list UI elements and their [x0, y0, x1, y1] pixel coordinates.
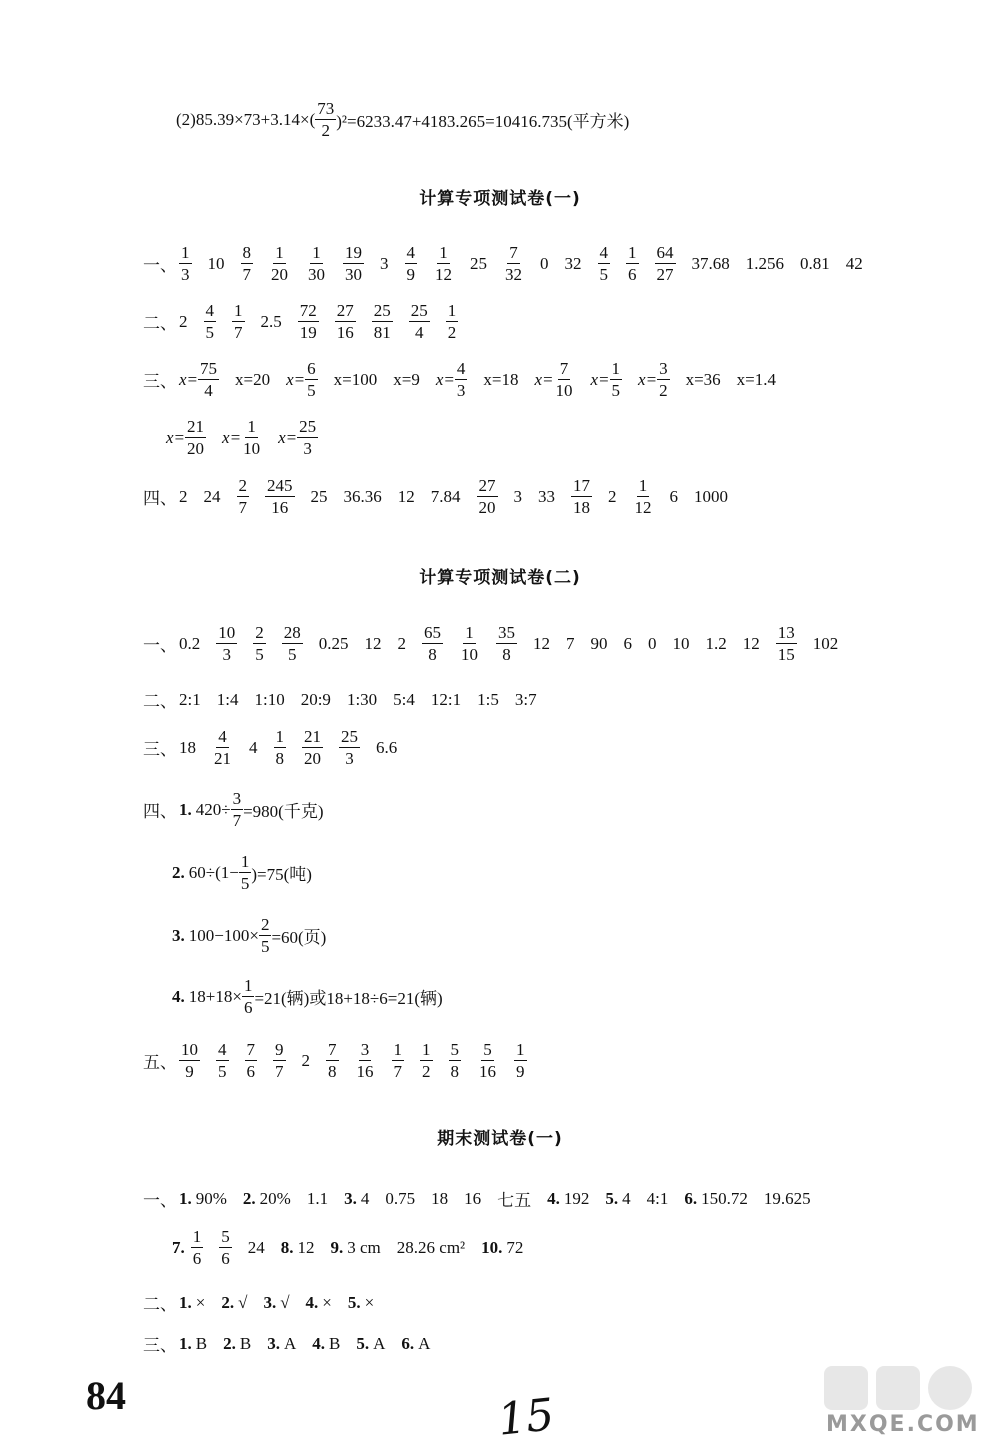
s2-q4: 4. 18+18× $\frac{1}{6}$ =21(辆)或18+18÷6=21(辆) — [172, 976, 443, 1017]
fraction-answer: $\frac{7}{6}$ — [246, 1040, 255, 1081]
answer: 32 — [564, 253, 582, 273]
answer: x=20 — [235, 369, 271, 389]
answer-prefix: x= — [590, 369, 610, 389]
answer: 1.2 — [705, 633, 727, 653]
fraction-answer: $\frac{1}{30}$ — [308, 243, 325, 284]
fraction-answer: $\frac{1}{10}$ — [461, 623, 478, 664]
row-label: 二、 — [143, 314, 177, 333]
fraction-answer: $\frac{4}{9}$ — [406, 243, 415, 284]
s2-q2: 2. 60÷(1− $\frac{1}{5}$ )=75(吨) — [172, 852, 312, 893]
fraction-answer: $\frac{72}{19}$ — [299, 301, 317, 342]
answer: 1:30 — [346, 689, 378, 709]
fraction-answer: $\frac{4}{5}$ — [599, 243, 608, 284]
answer: 24 — [203, 486, 221, 506]
answer: 7 — [566, 633, 575, 653]
s2-row2 — [143, 687, 553, 712]
row-label: 五、 — [143, 1053, 177, 1072]
answer: 18 — [179, 737, 196, 757]
top-formula — [176, 100, 629, 139]
answer: x=36 — [685, 369, 721, 389]
answer: x=18 — [483, 369, 519, 389]
answer-prefix: x= — [435, 369, 455, 389]
fraction-answer: $\frac{4}{5}$ — [218, 1040, 227, 1081]
answer-prefix: x= — [179, 369, 199, 389]
answer-prefix: x= — [222, 427, 242, 447]
answer: 33 — [538, 486, 555, 506]
s1-row2 — [143, 302, 474, 341]
fraction-answer: $\frac{1}{12}$ — [634, 476, 652, 517]
answer: 2 — [608, 486, 617, 506]
answer: 1:5 — [477, 689, 499, 709]
top-formula-prefix: (2)85.39×73+3.14×( — [176, 109, 316, 129]
fraction-answer: x= $\frac{3}{2}$ — [638, 359, 668, 400]
top-formula-fraction: $\frac{73}{2}$ — [317, 99, 335, 140]
fraction-answer: $\frac{2}{7}$ — [238, 476, 247, 517]
fraction-answer: $\frac{1}{12}$ — [435, 243, 452, 284]
fraction-answer: $\frac{17}{18}$ — [573, 476, 590, 517]
answer: 7.84 — [430, 486, 461, 506]
fraction-answer: $\frac{8}{7}$ — [242, 243, 251, 284]
fraction-answer: $\frac{27}{20}$ — [478, 476, 496, 517]
row-label: 四、 — [143, 489, 177, 508]
answer: 6 — [623, 633, 632, 653]
top-formula-suffix: )²=6233.47+4183.265=10416.735(平方米) — [336, 112, 630, 131]
answer: 3 — [513, 486, 522, 506]
answer: 2 — [397, 633, 406, 653]
answer-prefix: x= — [286, 369, 306, 389]
watermark-text: MXQE.COM — [826, 1412, 980, 1437]
answer-prefix: x= — [534, 369, 554, 389]
answer: 0.25 — [318, 633, 349, 653]
fraction-answer: $\frac{1}{20}$ — [271, 243, 288, 284]
answer: 12 — [533, 633, 550, 653]
section2-title: 计算专项测试卷(二) — [419, 568, 581, 588]
s3-row2: 二、 1. × 2. √ 3. √ 4. × 5. × — [143, 1292, 375, 1314]
fraction-answer: $\frac{1}{7}$ — [393, 1040, 402, 1081]
answer: 1000 — [694, 486, 728, 506]
fraction-answer: $\frac{7}{8}$ — [328, 1040, 337, 1081]
fraction-answer: $\frac{1}{3}$ — [181, 243, 190, 284]
answer: 6.6 — [376, 737, 398, 757]
answer: 10 — [672, 633, 690, 653]
answer: 0.2 — [179, 633, 201, 653]
row-label: 三、 — [143, 740, 177, 759]
fraction-answer: $\frac{245}{16}$ — [267, 476, 293, 517]
s2-row3 — [143, 728, 413, 767]
s1-row4 — [143, 477, 744, 516]
answer-prefix: x= — [166, 427, 186, 447]
row-label: 二、 — [143, 692, 177, 711]
s2-row5 — [143, 1041, 543, 1080]
answer: 0 — [648, 633, 657, 653]
fraction-answer: x= $\frac{1}{10}$ — [222, 417, 261, 458]
fraction-answer: x= $\frac{21}{20}$ — [166, 417, 205, 458]
answer: 102 — [812, 633, 839, 653]
answer: 2 — [179, 486, 188, 506]
answer: 36.36 — [343, 486, 382, 506]
fraction-answer: $\frac{64}{27}$ — [656, 243, 674, 284]
s3-row1b: 7. $\frac{1}{6}$ $\frac{5}{6}$ 24 8. 12 9. 3 cm 28.26 cm² 10. 72 — [172, 1227, 524, 1268]
answer: 0 — [540, 253, 549, 273]
answer-prefix: x= — [278, 427, 298, 447]
fraction-answer: $\frac{28}{5}$ — [283, 623, 301, 664]
answer: 2.5 — [260, 311, 282, 331]
answer: 12 — [742, 633, 760, 653]
answer: 20:9 — [300, 689, 331, 709]
s1-row3b — [166, 418, 334, 457]
fraction-answer: x= $\frac{1}{5}$ — [590, 359, 621, 400]
fraction-answer: x= $\frac{25}{3}$ — [278, 417, 317, 458]
fraction-answer: $\frac{4}{21}$ — [214, 727, 231, 768]
fraction-answer: $\frac{19}{30}$ — [345, 243, 362, 284]
answer: 10 — [207, 253, 225, 273]
answer: 3 — [380, 253, 389, 273]
answer: 5:4 — [393, 689, 415, 709]
s2-q1: 四、 1. 420÷ $\frac{3}{7}$ =980(千克) — [143, 789, 324, 830]
s3-row1: 一、 1. 90% 2. 20% 1.1 3. 4 0.75 18 16 七五 4. 192 5. 4 4:1 6. 150.72 19.625 — [143, 1188, 811, 1210]
answer: 25 — [310, 486, 328, 506]
row-label: 三、 — [143, 372, 177, 391]
answer: 2 — [179, 311, 188, 331]
answer: 42 — [845, 253, 863, 273]
answer: 0.81 — [800, 253, 830, 273]
s3-row3: 三、 1. B 2. B 3. A 4. B 5. A 6. A — [143, 1333, 431, 1355]
fraction-answer: $\frac{25}{3}$ — [341, 727, 358, 768]
fraction-answer: $\frac{2}{5}$ — [255, 623, 264, 664]
fraction-answer: $\frac{5}{16}$ — [479, 1040, 496, 1081]
fraction-answer: $\frac{10}{9}$ — [181, 1040, 198, 1081]
s1-row1 — [143, 244, 879, 283]
answer: 12 — [397, 486, 415, 506]
answer: 4 — [249, 737, 258, 757]
fraction-answer: $\frac{1}{2}$ — [422, 1040, 431, 1081]
fraction-answer: $\frac{13}{15}$ — [777, 623, 795, 664]
fraction-answer: $\frac{1}{7}$ — [234, 301, 243, 342]
fraction-answer: $\frac{3}{16}$ — [356, 1040, 374, 1081]
fraction-answer: $\frac{10}{3}$ — [218, 623, 236, 664]
fraction-answer: $\frac{65}{8}$ — [424, 623, 441, 664]
answer: 37.68 — [691, 253, 730, 273]
fraction-answer: $\frac{21}{20}$ — [304, 727, 321, 768]
answer: 2 — [301, 1050, 310, 1070]
fraction-answer: $\frac{35}{8}$ — [498, 623, 515, 664]
answer: 3:7 — [514, 689, 537, 709]
fraction-answer: x= $\frac{7}{10}$ — [534, 359, 573, 400]
answer-prefix: x= — [638, 369, 658, 389]
answer: 25 — [470, 253, 487, 273]
answer: 12:1 — [430, 689, 462, 709]
answer: 6 — [669, 486, 678, 506]
answer: 1:10 — [254, 689, 285, 709]
fraction-answer: $\frac{1}{2}$ — [447, 301, 457, 342]
fraction-answer: x= $\frac{4}{3}$ — [435, 359, 466, 400]
answer: x=9 — [393, 369, 420, 389]
fraction-answer: $\frac{27}{16}$ — [336, 301, 354, 342]
row-label: 一、 — [143, 256, 177, 275]
fraction-answer: x= $\frac{75}{4}$ — [179, 359, 218, 400]
answer: 2:1 — [179, 689, 201, 709]
handwritten-note: 15 — [495, 1389, 557, 1446]
answer: 1.256 — [745, 253, 784, 273]
fraction-answer: $\frac{25}{81}$ — [373, 301, 391, 342]
fraction-answer: $\frac{1}{9}$ — [516, 1040, 525, 1081]
answer: 90 — [590, 633, 608, 653]
page-number: 84 — [86, 1373, 126, 1418]
fraction-answer: $\frac{9}{7}$ — [275, 1040, 284, 1081]
fraction-answer: $\frac{5}{8}$ — [450, 1040, 459, 1081]
fraction-answer: $\frac{4}{5}$ — [205, 301, 214, 342]
s2-q3: 3. 100−100× $\frac{2}{5}$ =60(页) — [172, 915, 327, 956]
fraction-answer: $\frac{7}{32}$ — [505, 243, 522, 284]
fraction-answer: $\frac{1}{8}$ — [275, 727, 284, 768]
fraction-answer: $\frac{1}{6}$ — [628, 243, 637, 284]
fraction-answer: $\frac{25}{4}$ — [410, 301, 428, 342]
answer: 1:4 — [216, 689, 239, 709]
answer: x=1.4 — [736, 369, 776, 389]
section3-title: 期末测试卷(一) — [437, 1129, 563, 1149]
s2-row1 — [143, 624, 854, 663]
section1-title: 计算专项测试卷(一) — [419, 189, 581, 209]
fraction-answer: x= $\frac{6}{5}$ — [286, 359, 316, 400]
answer: 12 — [364, 633, 382, 653]
s1-row3 — [143, 360, 792, 399]
row-label: 一、 — [143, 636, 177, 655]
answer: x=100 — [333, 369, 378, 389]
